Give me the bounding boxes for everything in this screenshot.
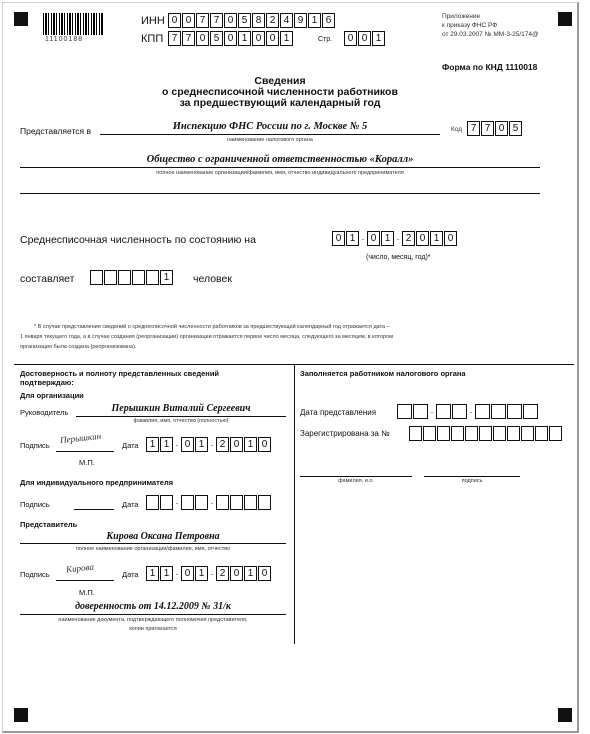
digit-cell[interactable]: 1	[372, 31, 385, 46]
corner-marker-bottom-left	[14, 708, 28, 722]
amount-unit: человек	[193, 273, 232, 285]
form-code: Форма по КНД 1110018	[442, 62, 538, 72]
digit-cell[interactable]: 6	[322, 13, 335, 28]
digit-cell[interactable]: 1	[238, 31, 251, 46]
digit-cell[interactable]: 9	[294, 13, 307, 28]
ip-sign-underline	[74, 509, 114, 510]
digit-cell[interactable]: 1	[244, 437, 257, 452]
digit-cell[interactable]: 1	[346, 231, 359, 246]
digit-cell[interactable]: 0	[444, 231, 457, 246]
head-underline	[76, 416, 286, 417]
date1-label: Дата	[122, 441, 139, 450]
org-caption: полное наименование организации/фамилия, имя, отчество индивидуального предпринимателя	[156, 170, 404, 176]
barcode	[43, 13, 103, 35]
footnote-line3: организация была создана (реорганизована).	[20, 344, 137, 350]
digit-cell[interactable]: 0	[181, 566, 194, 581]
digit-cell[interactable]: 7	[481, 121, 494, 136]
date2-cells	[146, 566, 272, 581]
rep-value: Кирова Оксана Петровна	[106, 531, 220, 542]
ip-header: Для индивидуального предпринимателя	[20, 478, 174, 487]
digit-cell[interactable]: 0	[332, 231, 345, 246]
corner-marker-bottom-right	[558, 708, 572, 722]
digit-cell[interactable]: 1	[160, 437, 173, 452]
form-page	[2, 2, 579, 733]
signature-2: Кирова	[65, 561, 95, 575]
digit-cell[interactable]: 1	[430, 231, 443, 246]
headcount-date-cells	[332, 231, 458, 246]
org-second-line	[20, 193, 540, 194]
code-label: Код	[451, 126, 463, 133]
digit-cell[interactable]	[90, 270, 103, 285]
digit-cell[interactable]: 0	[168, 13, 181, 28]
digit-cell[interactable]: 1	[146, 437, 159, 452]
page-label: Стр.	[318, 36, 333, 43]
mp-label: М.П.	[79, 458, 95, 467]
digit-cell[interactable]: 7	[182, 31, 195, 46]
corner-marker-top-right	[558, 12, 572, 26]
digit-cell[interactable]: 0	[182, 13, 195, 28]
footnote-line2: 1 января текущего года, а в случае создания (реорганизации) организации отражается первое число месяца, следующего за месяцем, в котором	[20, 334, 393, 340]
head-value: Перышкин Виталий Сергеевич	[111, 403, 251, 414]
doc-underline	[20, 614, 286, 615]
date-dot: .	[175, 567, 179, 577]
kpp-label: КПП	[141, 33, 164, 45]
left-header-line1: Достоверность и полноту представленных сведений	[20, 369, 220, 378]
digit-cell[interactable]: 1	[280, 31, 293, 46]
doc-caption2: копии прилагается	[129, 626, 177, 632]
digit-cell[interactable]: 0	[196, 31, 209, 46]
digit-cell[interactable]	[118, 270, 131, 285]
title-line3: за предшествующий календарный год	[179, 97, 381, 109]
date2-label: Дата	[122, 570, 139, 579]
digit-cell[interactable]: 0	[230, 437, 243, 452]
ip-date-cells: . .	[146, 495, 272, 510]
digit-cell[interactable]: 7	[168, 31, 181, 46]
corner-marker-top-left	[14, 12, 28, 26]
date-dot: .	[361, 232, 365, 242]
title-line2: о среднесписочной численности работников	[162, 86, 398, 98]
right-fio-underline	[300, 476, 412, 477]
digit-cell[interactable]: 0	[224, 31, 237, 46]
digit-cell[interactable]: 2	[266, 13, 279, 28]
date-dot: .	[175, 438, 179, 448]
digit-cell[interactable]: 2	[402, 231, 415, 246]
amount-label: составляет	[20, 273, 75, 285]
footnote-line1: * В случае представления сведений о среднесписочной численности работников за предшествующий календарный год отражается дата –	[34, 324, 390, 330]
digit-cell[interactable]: 0	[367, 231, 380, 246]
submitted-caption: наименование налогового органа	[227, 137, 313, 143]
right-sign-underline	[424, 476, 520, 477]
digit-cell[interactable]: 0	[258, 437, 271, 452]
digit-cell[interactable]: 5	[509, 121, 522, 136]
digit-cell[interactable]: 4	[280, 13, 293, 28]
right-date-label: Дата представления	[300, 408, 377, 417]
digit-cell[interactable]: 2	[216, 437, 229, 452]
digit-cell[interactable]: 5	[238, 13, 251, 28]
digit-cell[interactable]: 7	[467, 121, 480, 136]
head-caption: фамилия, имя, отчество (полностью)	[133, 418, 229, 424]
ip-sign-label: Подпись	[20, 500, 50, 509]
right-fio-caption: фамилия, и.о.	[338, 478, 374, 484]
barcode-number: 11100188	[45, 36, 84, 43]
org-header: Для организации	[20, 391, 84, 400]
rep-header: Представитель	[20, 520, 78, 529]
rep-underline	[20, 543, 286, 544]
right-header: Заполняется работником налогового органа	[300, 369, 466, 378]
digit-cell[interactable]: 0	[358, 31, 371, 46]
sign2-underline	[56, 580, 114, 581]
appendix-line3: от 29.03.2007 № ММ-3-25/174@	[442, 31, 539, 38]
right-sign-caption: подпись	[461, 478, 483, 484]
right-date-cells: . .	[397, 404, 539, 419]
rep-caption: полное наименование организации/фамилия, имя, отчество	[75, 546, 231, 552]
submitted-value: Инспекцию ФНС России по г. Москве № 5	[172, 121, 368, 132]
digit-cell[interactable]: 0	[266, 31, 279, 46]
org-underline	[20, 167, 540, 168]
digit-cell[interactable]: 8	[252, 13, 265, 28]
submitted-underline	[100, 134, 440, 135]
digit-cell[interactable]: 0	[230, 566, 243, 581]
right-reg-label: Зарегистрирована за №	[300, 429, 390, 438]
digit-cell[interactable]: 1	[381, 231, 394, 246]
column-divider	[294, 364, 295, 644]
date1-cells	[146, 437, 272, 452]
digit-cell[interactable]: 1	[160, 566, 173, 581]
digit-cell[interactable]: 1	[160, 270, 173, 285]
digit-cell[interactable]: 1	[244, 566, 257, 581]
doc-value: доверенность от 14.12.2009 № 31/к	[75, 601, 231, 612]
inn-label: ИНН	[141, 15, 165, 27]
date-caption: (число, месяц, год)*	[366, 254, 431, 261]
digit-cell[interactable]	[132, 270, 145, 285]
digit-cell[interactable]: 0	[181, 437, 194, 452]
digit-cell[interactable]: 0	[416, 231, 429, 246]
date-dot: .	[396, 232, 400, 242]
code-cells	[467, 121, 523, 136]
page-cells	[344, 31, 386, 46]
org-value: Общество с ограниченной ответственностью «Коралл»	[146, 154, 414, 165]
mp2-label: М.П.	[79, 588, 95, 597]
date-dot: .	[210, 567, 214, 577]
inn-cells	[168, 13, 336, 28]
digit-cell[interactable]: 0	[258, 566, 271, 581]
appendix-line1: Приложение	[442, 13, 481, 20]
amount-cells	[90, 270, 174, 285]
left-header-line2: подтверждаю:	[20, 378, 74, 387]
digit-cell[interactable]: 1	[146, 566, 159, 581]
sign2-label: Подпись	[20, 570, 50, 579]
digit-cell[interactable]: 5	[210, 31, 223, 46]
signature-1: Перышкин	[59, 430, 102, 446]
digit-cell[interactable]	[146, 270, 159, 285]
digit-cell[interactable]: 0	[344, 31, 357, 46]
submitted-label: Представляется в	[20, 126, 91, 136]
doc-caption1: наименование документа, подтверждающего полномочия представителя,	[58, 617, 248, 623]
kpp-cells	[168, 31, 294, 46]
digit-cell[interactable]: 1	[308, 13, 321, 28]
digit-cell[interactable]: 7	[210, 13, 223, 28]
headcount-label: Среднесписочная численность по состоянию на	[20, 234, 256, 246]
title-line1: Сведения	[254, 75, 306, 87]
right-reg-cells	[409, 426, 563, 441]
sign1-label: Подпись	[20, 441, 50, 450]
digit-cell[interactable]: 2	[216, 566, 229, 581]
digit-cell[interactable]	[104, 270, 117, 285]
digit-cell[interactable]: 0	[252, 31, 265, 46]
sign1-underline	[56, 451, 114, 452]
ip-date-label: Дата	[122, 500, 139, 509]
appendix-line2: к приказу ФНС РФ	[442, 22, 498, 29]
digit-cell[interactable]: 7	[196, 13, 209, 28]
digit-cell[interactable]: 0	[224, 13, 237, 28]
date-dot: .	[210, 438, 214, 448]
head-label: Руководитель	[20, 408, 69, 417]
digit-cell[interactable]: 0	[495, 121, 508, 136]
digit-cell[interactable]: 1	[195, 566, 208, 581]
digit-cell[interactable]: 1	[195, 437, 208, 452]
